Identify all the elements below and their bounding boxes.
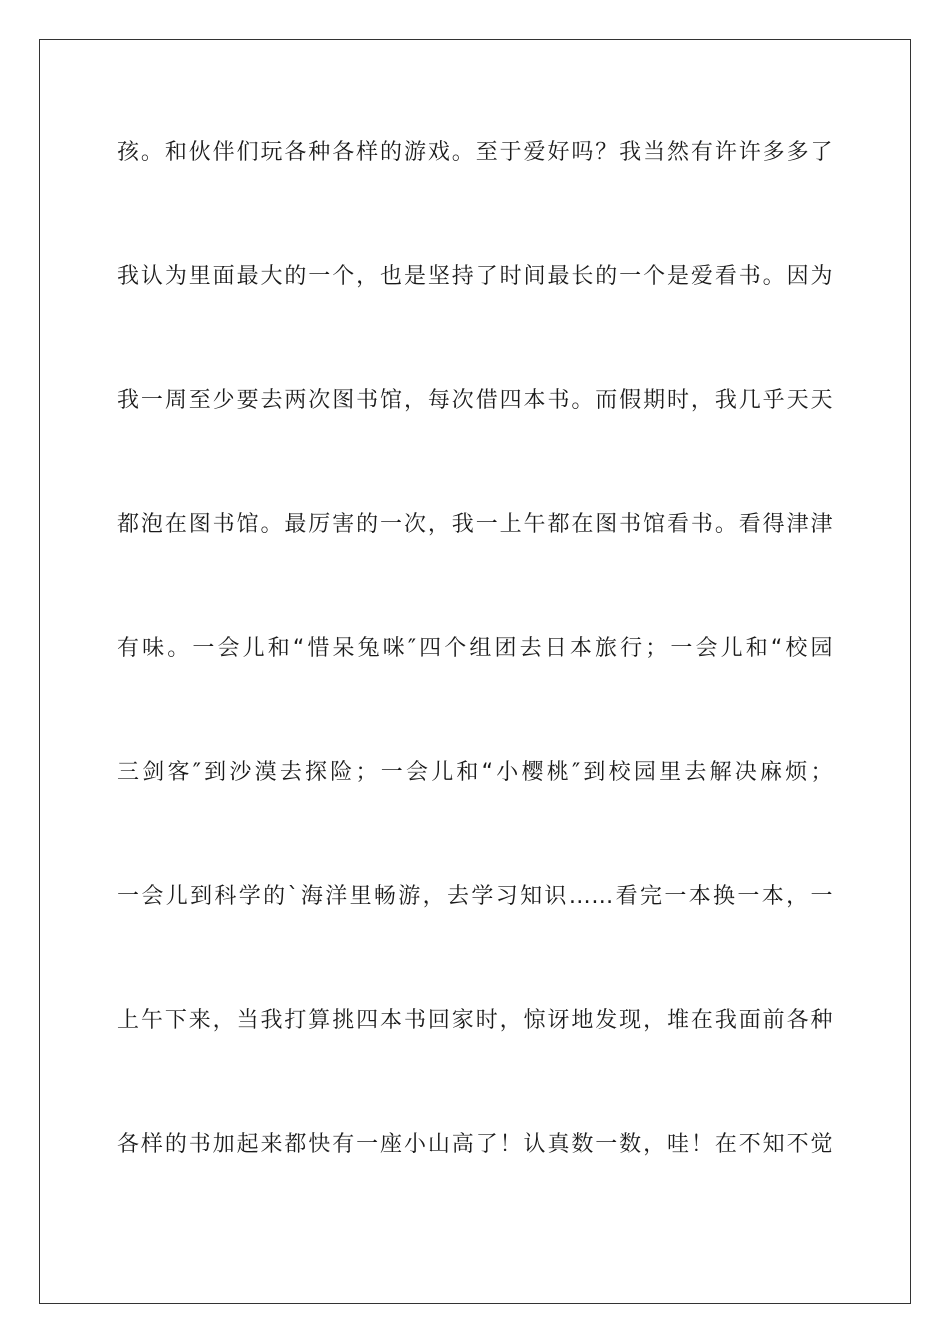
text-line: 三剑客″到沙漠去探险；一会儿和“小樱桃″到校园里去解决麻烦； — [117, 760, 833, 785]
text-line: 我认为里面最大的一个，也是坚持了时间最长的一个是爱看书。因为 — [117, 264, 833, 289]
text-line: 有味。一会儿和“惜呆兔咪″四个组团去日本旅行；一会儿和“校园 — [117, 636, 833, 661]
document-body — [117, 128, 833, 1244]
text-line: 都泡在图书馆。最厉害的一次，我一上午都在图书馆看书。看得津津 — [117, 512, 833, 537]
text-line: 我一周至少要去两次图书馆，每次借四本书。而假期时，我几乎天天 — [117, 388, 833, 413]
text-line: 孩。和伙伴们玩各种各样的游戏。至于爱好吗？我当然有许许多多了 — [117, 140, 833, 165]
text-line: 上午下来，当我打算挑四本书回家时，惊讶地发现，堆在我面前各种 — [117, 1008, 833, 1033]
text-line: 一会儿到科学的`海洋里畅游，去学习知识……看完一本换一本，一 — [117, 884, 833, 909]
text-line: 各样的书加起来都快有一座小山高了！认真数一数，哇！在不知不觉 — [117, 1132, 833, 1157]
